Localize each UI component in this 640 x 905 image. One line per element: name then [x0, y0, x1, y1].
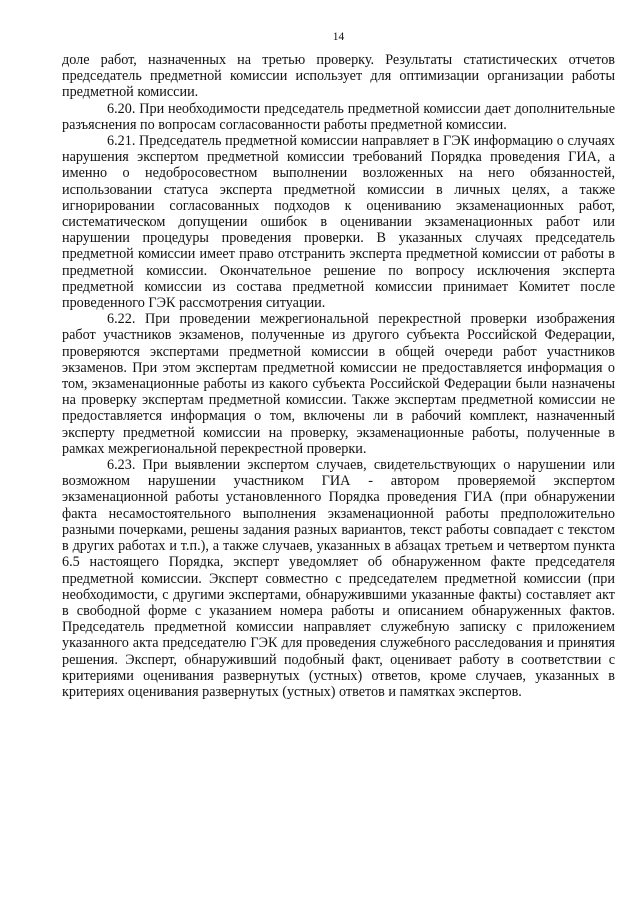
paragraph-6-21: 6.21. Председатель предметной комиссии направляет в ГЭК информацию о случаях нарушения экспертом предметной комиссии требований Порядка проведения ГИА, а именно о недобросовестном выполнении возложенных на него обязанностей, использовании статуса эксперта предметной комиссии в личных целях, а также игнорировании согласованных подходов к оцениванию экзаменационных работ, систематическом допущении ошибок в оценивании экзаменационных работ или нарушении процедуры проведения проверки. В указанных случаях председатель предметной комиссии имеет право отстранить эксперта предметной комиссии от работы в предметной комиссии. Окончательное решение по вопросу исключения эксперта предметной комиссии из состава предметной комиссии принимает Комитет после проведенного ГЭК рассмотрения ситуации. — [62, 133, 615, 312]
page-number: 14 — [332, 31, 345, 43]
paragraph-6-20: 6.20. При необходимости председатель предметной комиссии дает дополнительные разъяснения по вопросам согласованности работы предметной комиссии. — [62, 100, 615, 133]
paragraph-6-22: 6.22. При проведении межрегиональной перекрестной проверки изображения работ участников экзаменов, полученные из другого субъекта Российской Федерации, проверяются экспертами предметной комиссии в общей очереди работ участников экзаменов. При этом экспертам предметной комиссии не предоставляется информация о том, экзаменационные работы из какого субъекта Российской Федерации были назначены на проверку экспертам предметной комиссии. Также экспертам предметной комиссии не предоставляется информация о том, включены ли в рабочий комплект, назначенный эксперту предметной комиссии на проверку, экзаменационные работы, полученные в рамках межрегиональной перекрестной проверки. — [62, 311, 615, 457]
paragraph-6-23: 6.23. При выявлении экспертом случаев, свидетельствующих о нарушении или возможном нарушении участником ГИА - автором проверяемой экспертом экзаменационной работы установленного Порядка проведения ГИА (при обнаружении факта несамостоятельного выполнения экзаменационной работы предположительно разными почерками, решены задания разных вариантов, текст работы совпадает с текстом в других работах и т.п.), а также случаев, указанных в абзацах третьем и четвертом пункта 6.5 настоящего Порядка, эксперт уведомляет об обнаруженном факте председателя предметной комиссии. Эксперт совместно с председателем предметной комиссии (при необходимости, с другими экспертами, обнаружившими указанные факты) составляет акт в свободной форме с указанием номера работы и описанием обнаруженных фактов. Председатель предметной комиссии направляет служебную записку с приложением указанного акта председателю ГЭК для проведения служебного расследования и принятия решения. Эксперт, обнаруживший подобный факт, оценивает работу в соответствии с критериями оценивания развернутых (устных) ответов, кроме случаев, указанных в критериях оценивания развернутых (устных) ответов и памятках экспертов. — [62, 457, 615, 700]
paragraph-continuation: доле работ, назначенных на третью проверку. Результаты статистических отчетов председатель предметной комиссии использует для оптимизации организации работы предметной комиссии. — [62, 52, 615, 101]
document-page — [62, 30, 615, 700]
